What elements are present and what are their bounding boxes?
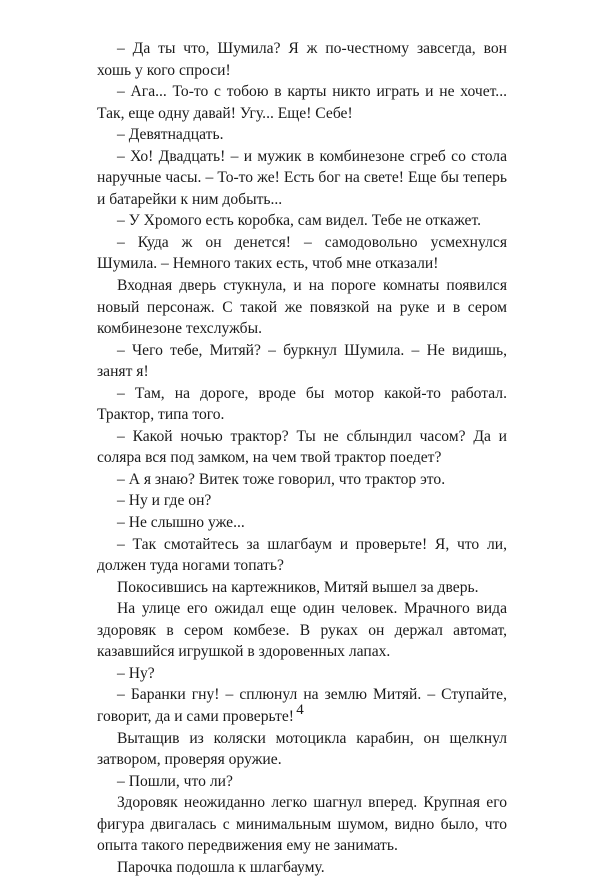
paragraph: – Да ты что, Шумила? Я ж по-честному завсегда, вон хошь у кого спроси!: [97, 40, 507, 79]
page-number: 4: [296, 702, 304, 718]
paragraph: – Ну?: [117, 664, 155, 682]
paragraph: Здоровяк неожиданно легко шагнул вперед. Крупная его фигура двигалась с минимальным шумом, видно было, что опыта такого передвижения ему не занимать.: [97, 794, 507, 855]
paragraph: – Так смотайтесь за шлагбаум и проверьте! Я, что ли, должен туда ногами топать?: [97, 535, 507, 575]
paragraph: – Ну и где он?: [117, 492, 212, 510]
paragraph: – Ага... То-то с тобою в карты никто играть и не хочет... Так, еще одну давай! Угу... Еще! Себе!: [97, 83, 507, 122]
paragraph: – Куда ж он денется! – самодовольно усмехнулся Шумила. – Немного таких есть, чтоб мне отказали!: [97, 233, 507, 273]
text-body: [97, 38, 507, 878]
paragraph: – Хо! Двадцать! – и мужик в комбинезоне сгреб со стола наручные часы. – То-то же! Есть бог на свете! Еще бы теперь и батарейки к ним добыть...: [97, 147, 507, 208]
paragraph: На улице его ожидал еще один человек. Мрачного вида здоровяк в сером комбезе. В руках он держал автомат, казавшийся игрушкой в здоровенных лапах.: [97, 600, 507, 661]
paragraph: – Баранки гну! – сплюнул на землю Митяй. – Ступайте, говорит, да и сами проверьте!: [97, 686, 507, 725]
paragraph: Парочка подошла к шлагбауму.: [117, 858, 325, 876]
paragraph: – Какой ночью трактор? Ты не сблындил часом? Да и соляра вся под замком, на чем твой трактор поедет?: [97, 427, 507, 467]
paragraph: – Пошли, что ли?: [117, 772, 233, 790]
paragraph: – Чего тебе, Митяй? – буркнул Шумила. – Не видишь, занят я!: [97, 341, 507, 381]
paragraph: Вытащив из коляски мотоцикла карабин, он щелкнул затвором, проверяя оружие.: [97, 729, 507, 769]
paragraph: – Не слышно уже...: [117, 514, 245, 532]
paragraph: Покосившись на картежников, Митяй вышел за дверь.: [117, 578, 479, 596]
paragraph: – Девятнадцать.: [117, 126, 224, 144]
paragraph: – У Хромого есть коробка, сам видел. Тебе не откажет.: [117, 212, 481, 230]
paragraph: – А я знаю? Витек тоже говорил, что трактор это.: [117, 470, 446, 488]
paragraph: – Там, на дороге, вроде бы мотор какой-то работал. Трактор, типа того.: [97, 384, 507, 424]
paragraph: Входная дверь стукнула, и на пороге комнаты появился новый персонаж. С такой же повязкой на руке и в сером комбинезоне техслужбы.: [97, 277, 507, 338]
